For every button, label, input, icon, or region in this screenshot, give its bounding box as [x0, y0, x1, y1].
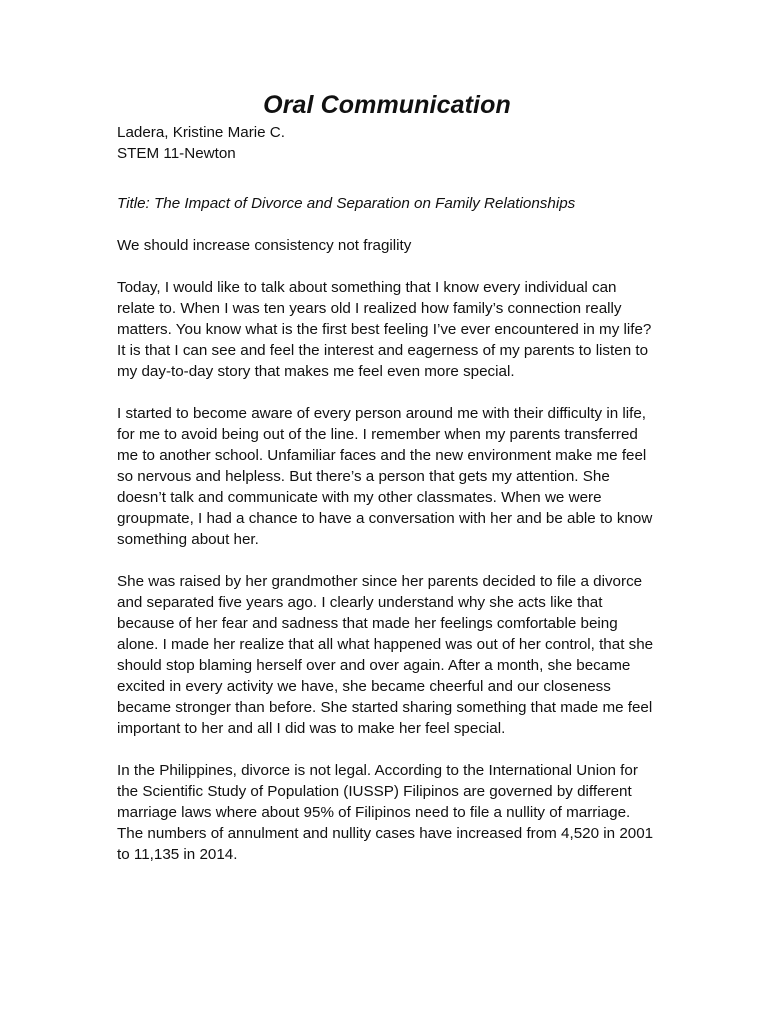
- author-name: Ladera, Kristine Marie C.: [117, 124, 285, 141]
- spacer: [117, 382, 657, 403]
- spacer: [117, 185, 657, 193]
- paragraph-2: I started to become aware of every person around me with their difficulty in life, for me to avoid being out of the line. I remember when my parents transferred me to another school. Unfamiliar faces and the new environment make me feel so nervous and helpless. But there’s a person that gets my attention. She doesn’t talk and communicate with my other classmates. When we were groupmate, I had a chance to have a conversation with her and be able to know something about her.: [117, 405, 653, 548]
- spacer: [117, 214, 657, 235]
- paragraph-1: Today, I would like to talk about something that I know every individual can relate to. When I was ten years old I realized how family’s connection really matters. You know what is the first best feeling I’ve ever encountered in my life? It is that I can see and feel the interest and eagerness of my parents to listen to my day-to-day story that makes me feel even more special.: [117, 279, 652, 380]
- document-title: Oral Communication: [263, 91, 511, 119]
- thesis-statement: We should increase consistency not fragility: [117, 237, 412, 254]
- paragraph-4: In the Philippines, divorce is not legal. According to the International Union for the Scientific Study of Population (IUSSP) Filipinos are governed by different marriage laws where about 95% of Filipinos need to file a nullity of marriage. The numbers of annulment and nullity cases have increased from 4,520 in 2001 to 11,135 in 2014.: [117, 762, 654, 863]
- paragraph-3: She was raised by her grandmother since her parents decided to file a divorce and separated five years ago. I clearly understand why she acts like that because of her fear and sadness that made her feelings comfortable being alone. I made her realize that all what happened was out of her control, that she should stop blaming herself over and over again. After a month, she became excited in every activity we have, she became cheerful and our closeness became stronger than before. She started sharing something that made me feel important to her and all I did was to make her feel special.: [117, 573, 654, 737]
- document-page: [117, 88, 657, 865]
- spacer: [117, 164, 657, 185]
- spacer: [117, 739, 657, 760]
- spacer: [117, 550, 657, 571]
- essay-title: Title: The Impact of Divorce and Separation on Family Relationships: [117, 195, 576, 212]
- spacer: [117, 256, 657, 277]
- class-section: STEM 11-Newton: [117, 145, 236, 162]
